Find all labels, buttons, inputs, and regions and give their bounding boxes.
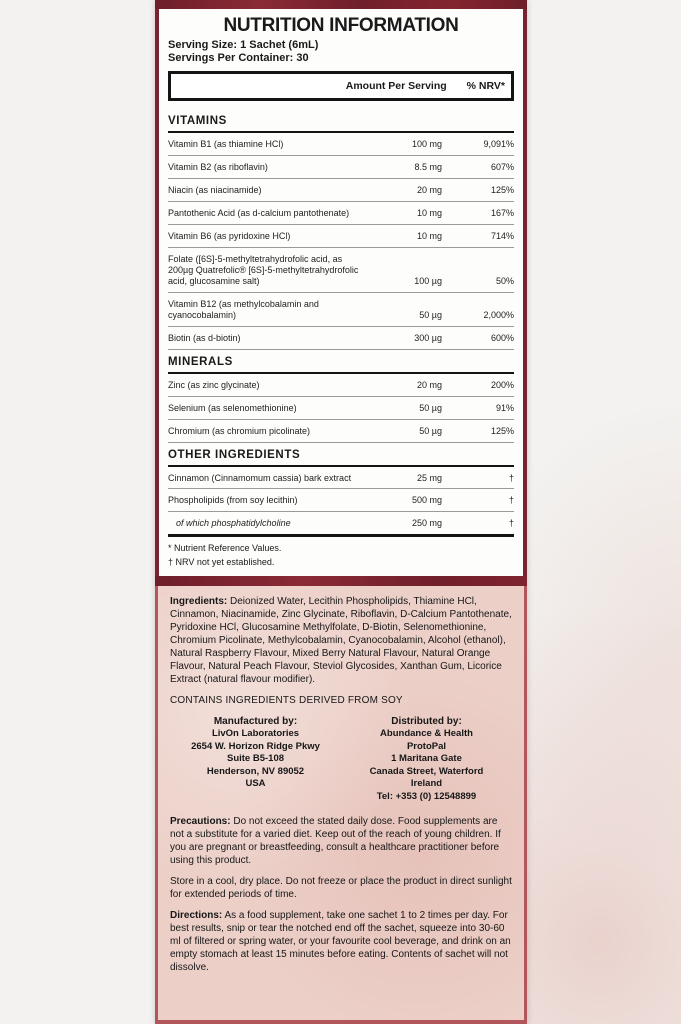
nutrient-name: Zinc (as zinc glycinate) [168, 379, 260, 390]
nutrient-amount: 50 µg [419, 309, 442, 320]
manufacturer-line: Suite B5-108 [226, 753, 285, 765]
nutrient-nrv: † [508, 495, 514, 506]
nutrient-nrv: 125% [490, 184, 514, 195]
distributor-line: 1 Maritana Gate [391, 753, 462, 765]
nutrient-amount: 500 mg [411, 495, 442, 506]
nutrient-amount: 250 mg [411, 518, 442, 529]
nutrient-amount: 300 µg [414, 332, 442, 343]
nutrient-name: Chromium (as chromium picolinate) [168, 425, 311, 436]
distributor-line: ProtoPal [406, 740, 447, 752]
nutrient-amount: 10 mg [416, 230, 442, 241]
nutrient-name: Niacin (as niacinamide) [168, 184, 262, 195]
nutrient-nrv: 714% [490, 230, 514, 241]
nutrient-nrv: 2,000% [483, 309, 514, 320]
nrv-header: % NRV* [466, 79, 505, 92]
table-row [168, 156, 514, 179]
directions-text: As a food supplement, take one sachet 1 to 2 times per day. For best results, snip or tear the notched end off the sachet, squeeze into 30-60 ml of filtered or spring water, or your favourite cool beverage, and drink on an empty stomach at least 15 minutes before eating. Contents of sachet will not dissolve. [170, 910, 511, 974]
ingredients-label: Ingredients: [170, 596, 228, 607]
storage-paragraph: Store in a cool, dry place. Do not freeze or place the product in direct sunlight for extended periods of time. [170, 876, 512, 901]
table-row [168, 397, 514, 420]
servings-per-container: Servings Per Container: 30 [168, 51, 309, 64]
nutrient-amount: 20 mg [416, 379, 442, 390]
precautions-paragraph [170, 815, 512, 867]
footnote-nrv: * Nutrient Reference Values. [168, 543, 282, 554]
nutrient-name: of which phosphatidylcholine [176, 518, 291, 529]
nutrient-nrv: 607% [490, 161, 514, 172]
manufacturer-label: Manufactured by: [213, 716, 298, 727]
section-header-vitamins: VITAMINS [168, 109, 514, 133]
table-row [168, 374, 514, 397]
footnotes [168, 537, 514, 569]
nutrient-name: Vitamin B12 (as methylcobalamin and cyanocobalamin) [168, 298, 319, 320]
red-separator-band [155, 576, 527, 586]
table-row [168, 225, 514, 248]
nutrition-label [155, 0, 527, 1024]
distributor-address [341, 715, 512, 803]
precautions-label: Precautions: [170, 816, 231, 828]
table-row [168, 133, 514, 156]
nutrient-name: Vitamin B6 (as pyridoxine HCl) [168, 230, 291, 241]
address-block [170, 715, 512, 803]
soy-notice: CONTAINS INGREDIENTS DERIVED FROM SOY [170, 695, 403, 706]
precautions-text: Do not exceed the stated daily dose. Food supplements are not a substitute for a varied diet. Keep out of the reach of young children. If you are pregnant or breastfeeding, consult a healthcare practitioner before using this product. [170, 816, 501, 867]
distributor-line: Ireland [410, 778, 443, 790]
table-row [168, 327, 514, 350]
nutrient-amount: 100 µg [414, 275, 442, 286]
nutrient-name: Vitamin B1 (as thiamine HCl) [168, 138, 284, 149]
table-row [168, 202, 514, 225]
section-header-other-ingredients: OTHER INGREDIENTS [168, 443, 514, 467]
nutrient-name: Vitamin B2 (as riboflavin) [168, 161, 268, 172]
manufacturer-line: LivOn Laboratories [211, 728, 300, 740]
nutrient-nrv: 600% [490, 332, 514, 343]
nutrient-nrv: † [508, 472, 514, 483]
serving-size: Serving Size: 1 Sachet (6mL) [168, 39, 319, 51]
amount-per-serving-header: Amount Per Serving [345, 79, 447, 92]
nutrient-name: Cinnamon (Cinnamomum cassia) bark extract [168, 472, 352, 483]
nutrient-amount: 100 mg [411, 138, 442, 149]
nutrient-amount: 20 mg [416, 184, 442, 195]
nutrient-amount: 50 µg [419, 425, 442, 436]
nutrient-nrv: 9,091% [483, 138, 514, 149]
manufacturer-line: Henderson, NV 89052 [206, 765, 305, 777]
nutrition-facts-panel [155, 9, 527, 576]
nutrient-name: Folate ([6S]-5-methyltetrahydrofolic acid, as 200µg Quatrefolic® [6S]-5-methyltetrahydrofolic acid, glucosamine salt) [168, 253, 359, 286]
nutrient-nrv: † [508, 518, 514, 529]
label-top-red-band [155, 0, 527, 9]
table-row [168, 467, 514, 490]
table-row [168, 489, 514, 512]
nutrient-nrv: 167% [490, 207, 514, 218]
footnote-dagger: † NRV not yet established. [168, 556, 275, 567]
ingredients-text: Deionized Water, Lecithin Phospholipids, Thiamine HCl, Cinnamon, Niacinamide, Zinc Glycinate, Riboflavin, D-Calcium Pantothenate, Pyridoxine HCl, Glucosamine Methylfolate, D-Biotin, Selenomethionine, Chromium Picolinate, Methylcobalamin, Cyanocobalamin, Alcohol (ethanol), Natural Raspberry Flavour, Mixed Berry Natural Flavour, Natural Orange Flavour, Natural Peach Flavour, Steviol Glycosides, Xanthan Gum, Licorice Extract (natural flavour modifier). [170, 596, 512, 685]
directions-label: Directions: [170, 910, 223, 922]
manufacturer-line: 2654 W. Horizon Ridge Pkwy [191, 740, 320, 752]
table-row [168, 248, 514, 293]
nutrient-name: Pantothenic Acid (as d-calcium pantothenate) [168, 207, 350, 218]
distributor-line: Tel: +353 (0) 12548899 [376, 790, 477, 802]
section-header-minerals: MINERALS [168, 350, 514, 374]
nutrient-nrv: 200% [490, 379, 514, 390]
nutrient-name: Biotin (as d-biotin) [168, 332, 241, 343]
table-row [168, 293, 514, 327]
table-row [168, 512, 514, 537]
nutrient-amount: 25 mg [416, 472, 442, 483]
ingredients-panel [155, 586, 527, 1024]
ingredients-paragraph [170, 595, 512, 686]
nutrient-nrv: 125% [490, 425, 514, 436]
distributor-line: Canada Street, Waterford [369, 765, 484, 777]
nutrient-nrv: 50% [495, 275, 514, 286]
nutrient-amount: 50 µg [419, 402, 442, 413]
nutrient-name: Phospholipids (from soy lecithin) [168, 495, 298, 506]
directions-paragraph [170, 909, 512, 974]
manufacturer-line: USA [245, 778, 266, 790]
panel-title: NUTRITION INFORMATION [223, 15, 459, 36]
nutrient-name: Selenium (as selenomethionine) [168, 402, 297, 413]
nutrient-amount: 10 mg [416, 207, 442, 218]
table-row [168, 420, 514, 443]
column-header-box [168, 71, 514, 101]
nutrient-nrv: 91% [495, 402, 514, 413]
table-row [168, 179, 514, 202]
distributor-line: Abundance & Health [380, 728, 473, 740]
manufacturer-address [170, 715, 341, 803]
nutrient-amount: 8.5 mg [414, 161, 442, 172]
distributor-label: Distributed by: [391, 716, 462, 727]
